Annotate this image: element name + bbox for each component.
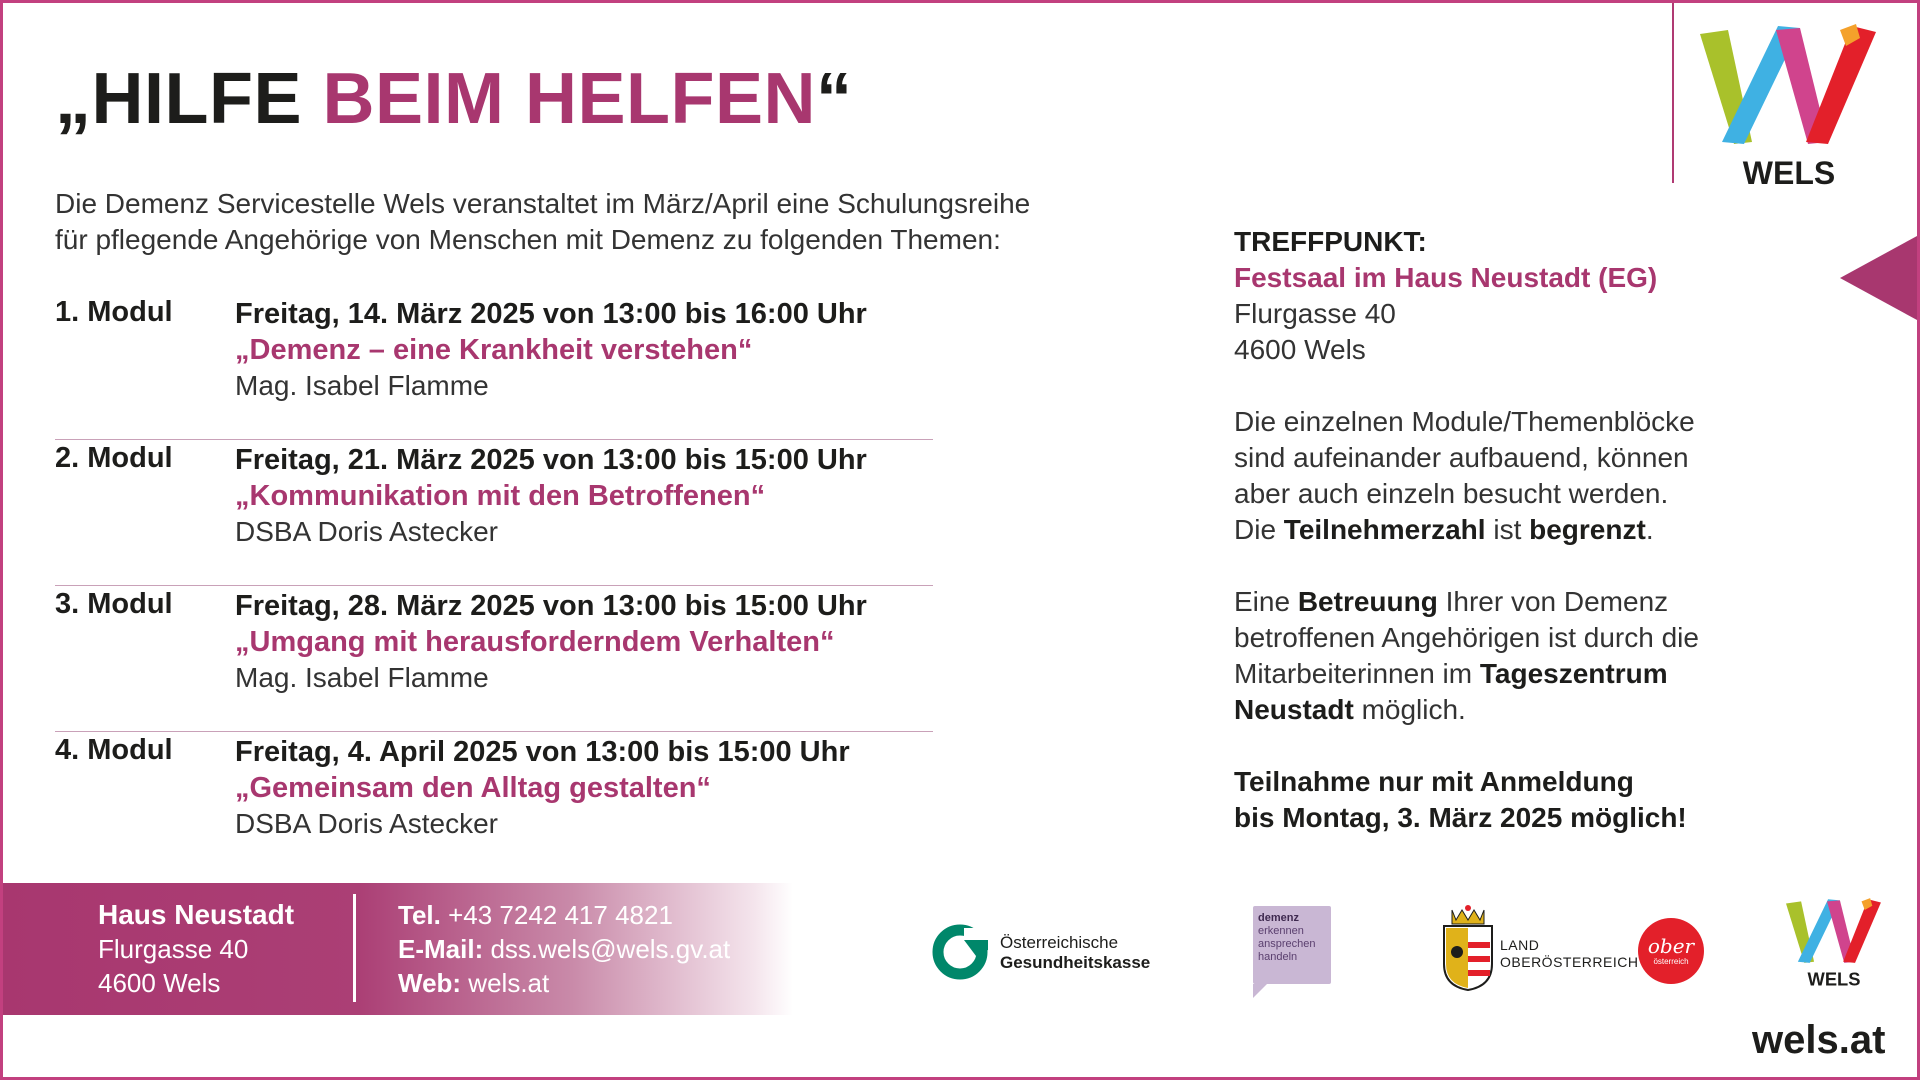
intro-text: Die Demenz Servicestelle Wels veranstaltet im März/April eine Schulungsreihe für pflegende Angehörige von Menschen mit Demenz zu folgenden Themen: xyxy=(55,188,1031,255)
meeting-label: TREFFPUNKT: xyxy=(1234,226,1427,257)
wels-logo-icon xyxy=(1700,24,1878,194)
modules-info: Die einzelnen Module/Themenblöcke sind aufeinander aufbauend, können aber auch einzeln besucht werden. Die Teilnehmerzahl ist begrenzt. xyxy=(1234,406,1695,545)
module-item xyxy=(55,732,933,877)
demenz-logo-icon: demenz erkennen ansprechen handeln xyxy=(1253,906,1333,996)
website-url[interactable]: wels.at xyxy=(1752,1018,1886,1062)
wels-logo-small-icon xyxy=(1786,896,1882,992)
header-divider xyxy=(1672,3,1674,183)
svg-text:WELS: WELS xyxy=(1742,155,1836,191)
meeting-point xyxy=(1234,224,1794,368)
footer-contact xyxy=(398,898,730,1000)
module-date: Freitag, 28. März 2025 von 13:00 bis 15:00 Uhr xyxy=(235,590,867,622)
info-column xyxy=(1234,224,1794,872)
module-item xyxy=(55,586,933,732)
title-accent: BEIM HELFEN xyxy=(322,59,817,139)
contact-phone: Tel. +43 7242 417 4821 xyxy=(398,900,673,930)
module-list xyxy=(55,294,933,877)
footer-divider xyxy=(353,894,356,1002)
contact-email[interactable]: E-Mail: dss.wels@wels.gv.at xyxy=(398,934,731,964)
ogk-logo-text: Österreichische Gesundheitskasse xyxy=(1000,933,1151,972)
contact-web[interactable]: Web: wels.at xyxy=(398,968,550,998)
registration-note: Teilnahme nur mit Anmeldung bis Montag, 3. März 2025 möglich! xyxy=(1234,766,1687,833)
module-topic: „Gemeinsam den Alltag gestalten“ xyxy=(235,772,711,804)
module-number: 4. Modul xyxy=(55,734,173,766)
svg-text:WELS: WELS xyxy=(1807,968,1861,990)
module-speaker: DSBA Doris Astecker xyxy=(235,808,498,839)
module-date: Freitag, 21. März 2025 von 13:00 bis 15:00 Uhr xyxy=(235,444,867,476)
meeting-street: Flurgasse 40 xyxy=(1234,298,1396,329)
module-speaker: Mag. Isabel Flamme xyxy=(235,370,489,401)
page-title: „HILFE BEIM HELFEN“ xyxy=(55,59,853,139)
module-topic: „Umgang mit herausforderndem Verhalten“ xyxy=(235,626,835,658)
module-date: Freitag, 14. März 2025 von 13:00 bis 16:00 Uhr xyxy=(235,298,867,330)
module-number: 3. Modul xyxy=(55,588,173,620)
module-speaker: DSBA Doris Astecker xyxy=(235,516,498,547)
module-topic: „Kommunikation mit den Betroffenen“ xyxy=(235,480,766,512)
land-ooe-text: LAND OBERÖSTERREICH xyxy=(1500,937,1639,970)
module-number: 1. Modul xyxy=(55,296,173,328)
module-date: Freitag, 4. April 2025 von 13:00 bis 15:00 Uhr xyxy=(235,736,850,768)
meeting-venue: Festsaal im Haus Neustadt (EG) xyxy=(1234,262,1658,293)
module-item xyxy=(55,440,933,586)
module-number: 2. Modul xyxy=(55,442,173,474)
module-item xyxy=(55,294,933,440)
module-topic: „Demenz – eine Krankheit verstehen“ xyxy=(235,334,753,366)
care-info: Eine Betreuung Ihrer von Demenz betroffenen Angehörigen ist durch die Mitarbeiterinnen im Tageszentrum Neustadt möglich. xyxy=(1234,586,1699,725)
module-speaker: Mag. Isabel Flamme xyxy=(235,662,489,693)
meeting-city: 4600 Wels xyxy=(1234,334,1366,365)
footer-address: Haus Neustadt Flurgasse 40 4600 Wels xyxy=(98,899,295,998)
oberoesterreich-logo-icon: ober österreich xyxy=(1638,918,1704,984)
pointer-triangle xyxy=(1840,236,1917,320)
